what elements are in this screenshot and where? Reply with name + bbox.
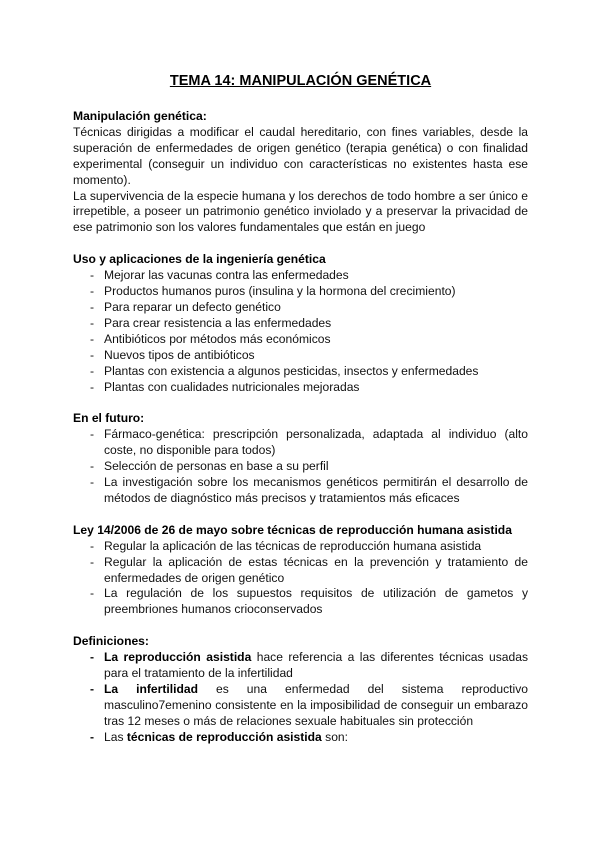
dash-marker: - <box>90 427 95 442</box>
definition-text: hace referencia a las diferentes técnicas usadas para el tratamiento de la infertilidad <box>104 650 528 681</box>
term-prefix: Las <box>104 729 127 744</box>
dash-marker: - <box>90 363 95 378</box>
list-item <box>73 364 528 380</box>
list-item-text: Nuevos tipos de antibióticos <box>104 347 255 362</box>
list-item-text: Fármaco-genética: prescripción personalizada, adaptada al individuo (alto coste, no disponible para todos) <box>104 427 528 458</box>
page-title: TEMA 14: MANIPULACIÓN GENÉTICA <box>169 73 432 89</box>
list-item <box>73 586 528 618</box>
dash-marker: - <box>90 650 95 665</box>
section-futuro <box>73 411 528 506</box>
list-item <box>73 348 528 364</box>
dash-marker: - <box>90 682 95 696</box>
list-item-text: Para reparar un defecto genético <box>104 299 281 314</box>
definition-list <box>73 650 528 745</box>
dash-marker: - <box>90 475 95 490</box>
dash-marker: - <box>90 331 95 346</box>
list-item <box>73 475 528 507</box>
section-heading: Definiciones: <box>73 634 149 649</box>
list-item <box>73 539 528 555</box>
dash-marker: - <box>90 299 95 314</box>
dash-marker: - <box>90 315 95 330</box>
bullet-list <box>73 268 528 395</box>
dash-marker: - <box>90 347 95 362</box>
section-heading: Ley 14/2006 de 26 de mayo sobre técnicas de reproducción humana asistida <box>73 522 512 537</box>
term: técnicas de reproducción asistida <box>126 729 322 744</box>
definition-item <box>73 650 528 682</box>
section-definiciones <box>73 634 528 745</box>
list-item-text: Selección de personas en base a su perfil <box>104 459 329 474</box>
list-item <box>73 459 528 475</box>
section-heading: Manipulación genética: <box>73 109 207 123</box>
dash-marker: - <box>90 729 95 744</box>
dash-marker: - <box>90 554 95 569</box>
dash-marker: - <box>90 459 95 474</box>
list-item <box>73 332 528 348</box>
definition-text: es una enfermedad del sistema reproductivo masculino7emenino consistente en la imposibilidad de conseguir un embarazo tras 12 meses o más de relaciones sexuale habituales sin protección <box>104 682 528 728</box>
dash-marker: - <box>90 586 95 601</box>
list-item-text: Regular la aplicación de estas técnicas en la prevención y tratamiento de enfermedades de origen genético <box>104 554 528 585</box>
dash-marker: - <box>90 538 95 553</box>
list-item <box>73 316 528 332</box>
list-item <box>73 427 528 459</box>
list-item-text: Antibióticos por métodos más económicos <box>104 331 331 346</box>
term-prefix: La <box>104 682 137 696</box>
section-heading: En el futuro: <box>73 411 145 426</box>
paragraph: Técnicas dirigidas a modificar el caudal hereditario, con fines variables, desde la superación de enfermedades de origen genético (terapia genética) o con finalidad experimental (conseguir un individuo con características no existentes hasta ese momento). <box>73 124 528 187</box>
list-item <box>73 284 528 300</box>
list-item-text: Productos humanos puros (insulina y la hormona del crecimiento) <box>104 284 456 299</box>
section-ley <box>73 523 528 618</box>
list-item <box>73 555 528 587</box>
section-heading: Uso y aplicaciones de la ingeniería genética <box>73 252 326 267</box>
list-item-text: Para crear resistencia a las enfermedades <box>104 315 332 330</box>
list-item <box>73 380 528 396</box>
list-item-text: La investigación sobre los mecanismos genéticos permitirán el desarrollo de métodos de diagnóstico más precisos y tratamientos más eficaces <box>104 475 528 505</box>
dash-marker: - <box>90 268 95 283</box>
term: infertilidad <box>136 682 198 696</box>
dash-marker: - <box>90 379 95 394</box>
list-item-text: Regular la aplicación de las técnicas de reproducción humana asistida <box>104 538 482 553</box>
definition-item <box>73 730 528 746</box>
section-usos <box>73 252 528 395</box>
list-item <box>73 268 528 284</box>
bullet-list <box>73 427 528 507</box>
paragraph: La supervivencia de la especie humana y los derechos de todo hombre a ser único e irrepetible, a poseer un patrimonio genético inviolado y a preservar la privacidad de ese patrimonio son los valores fundamentales que están en juego <box>73 188 528 235</box>
list-item-text: Plantas con cualidades nutricionales mejoradas <box>104 379 360 394</box>
dash-marker: - <box>90 284 95 299</box>
section-manipulacion <box>73 109 528 236</box>
term: La reproducción asistida <box>104 650 252 665</box>
list-item-text: La regulación de los supuestos requisitos de utilización de gametos y preembriones humanos crioconservados <box>104 586 528 617</box>
list-item <box>73 300 528 316</box>
list-item-text: Plantas con existencia a algunos pesticidas, insectos y enfermedades <box>104 363 479 378</box>
definition-text: son: <box>321 729 349 744</box>
bullet-list <box>73 539 528 619</box>
list-item-text: Mejorar las vacunas contra las enfermedades <box>104 268 349 283</box>
definition-item <box>73 682 528 730</box>
